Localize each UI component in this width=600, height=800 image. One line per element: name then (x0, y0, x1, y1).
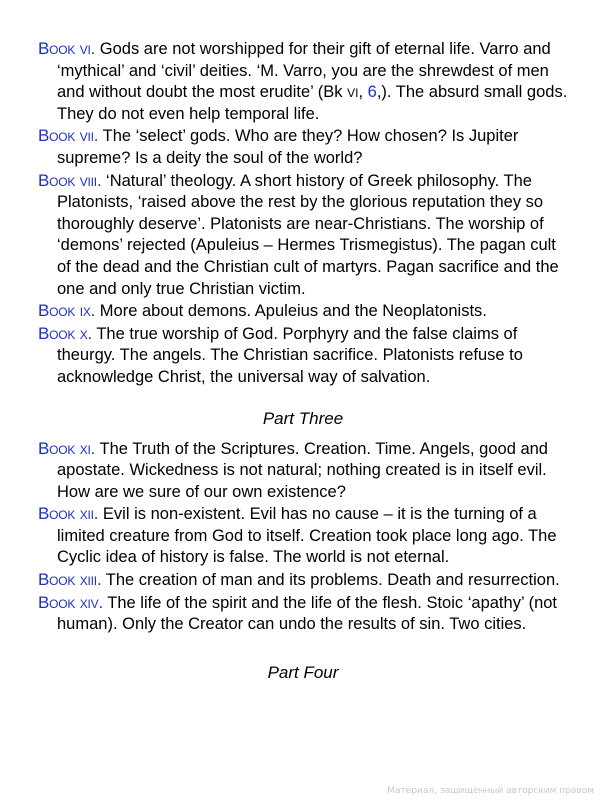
book-13-link[interactable]: Book xiii. (38, 570, 102, 590)
book-12-text: Evil is non-existent. Evil has no cause – it is the turning of a limited creature from God to itself. Creation took place long ago. The Cyclic idea of history is false. The world is not eternal. (57, 505, 557, 567)
entry-book-11 (38, 438, 568, 504)
part-three-heading: Part Three (262, 408, 344, 428)
part-four-heading: Part Four (267, 662, 339, 682)
book-6-ref-link[interactable]: 6 (367, 83, 377, 102)
book-11-text: The Truth of the Scriptures. Creation. Time. Angels, good and apostate. Wickedness is not natural; nothing created is in itself evil. How are we sure of our own existence? (57, 439, 548, 501)
book-10-link[interactable]: Book x. (38, 323, 93, 343)
book-10-text: The true worship of God. Porphyry and the false claims of theurgy. The angels. The Christian sacrifice. Platonists refuse to acknowledge Christ, the universal way of salvation. (57, 324, 523, 386)
book-14-text: The life of the spirit and the life of the flesh. Stoic ‘apathy’ (not human). Only the Creator can undo the results of sin. Two cities. (57, 593, 558, 634)
entry-book-9 (38, 300, 568, 323)
book-9-link[interactable]: Book ix. (38, 301, 96, 321)
book-7-text: The ‘select’ gods. Who are they? How chosen? Is Jupiter supreme? Is a deity the soul of the world? (57, 127, 519, 167)
document-page (38, 38, 568, 683)
entry-book-10 (38, 323, 568, 389)
book-11-link[interactable]: Book xi. (38, 438, 96, 458)
entry-book-14 (38, 592, 568, 636)
book-6-link[interactable]: Book vi. (38, 39, 96, 58)
book-13-text: The creation of man and its problems. Death and resurrection. (101, 571, 560, 590)
book-6-ref-roman: vi (347, 83, 359, 102)
book-6-text-a: Gods are not worshipped for their gift of eternal life. Varro and ‘mythical’ and ‘civil’ deities. ‘M. Varro, you are the shrewdest of men and without doubt the most erudite’ (Bk (57, 40, 551, 102)
copyright-watermark: Материал, защищенный авторским правом (387, 786, 594, 796)
entry-book-13 (38, 569, 568, 592)
book-8-text: ‘Natural’ theology. A short history of Greek philosophy. The Platonists, ‘raised above the rest by the glorious reputation they so thoroughly deserve’. Platonists are near-Christians. The worship of ‘demons’ rejected (Apuleius – Hermes Trismegistus). The pagan cult of the dead and the Christian cult of martyrs. Pagan sacrifice and the one and only true Christian victim. (57, 171, 559, 298)
book-12-link[interactable]: Book xii. (38, 504, 99, 524)
book-6-text-b: ,). The absurd small gods. They do not even help temporal life. (57, 83, 568, 123)
entry-book-6 (38, 38, 568, 125)
book-6-ref-sep: , (358, 83, 368, 102)
entry-book-8 (38, 170, 568, 301)
book-7-link[interactable]: Book vii. (38, 126, 99, 146)
book-14-link[interactable]: Book xiv. (38, 592, 103, 612)
book-8-link[interactable]: Book viii. (38, 170, 102, 190)
book-9-text: More about demons. Apuleius and the Neoplatonists. (95, 302, 487, 321)
entry-book-12 (38, 503, 568, 569)
entry-book-7 (38, 125, 568, 169)
